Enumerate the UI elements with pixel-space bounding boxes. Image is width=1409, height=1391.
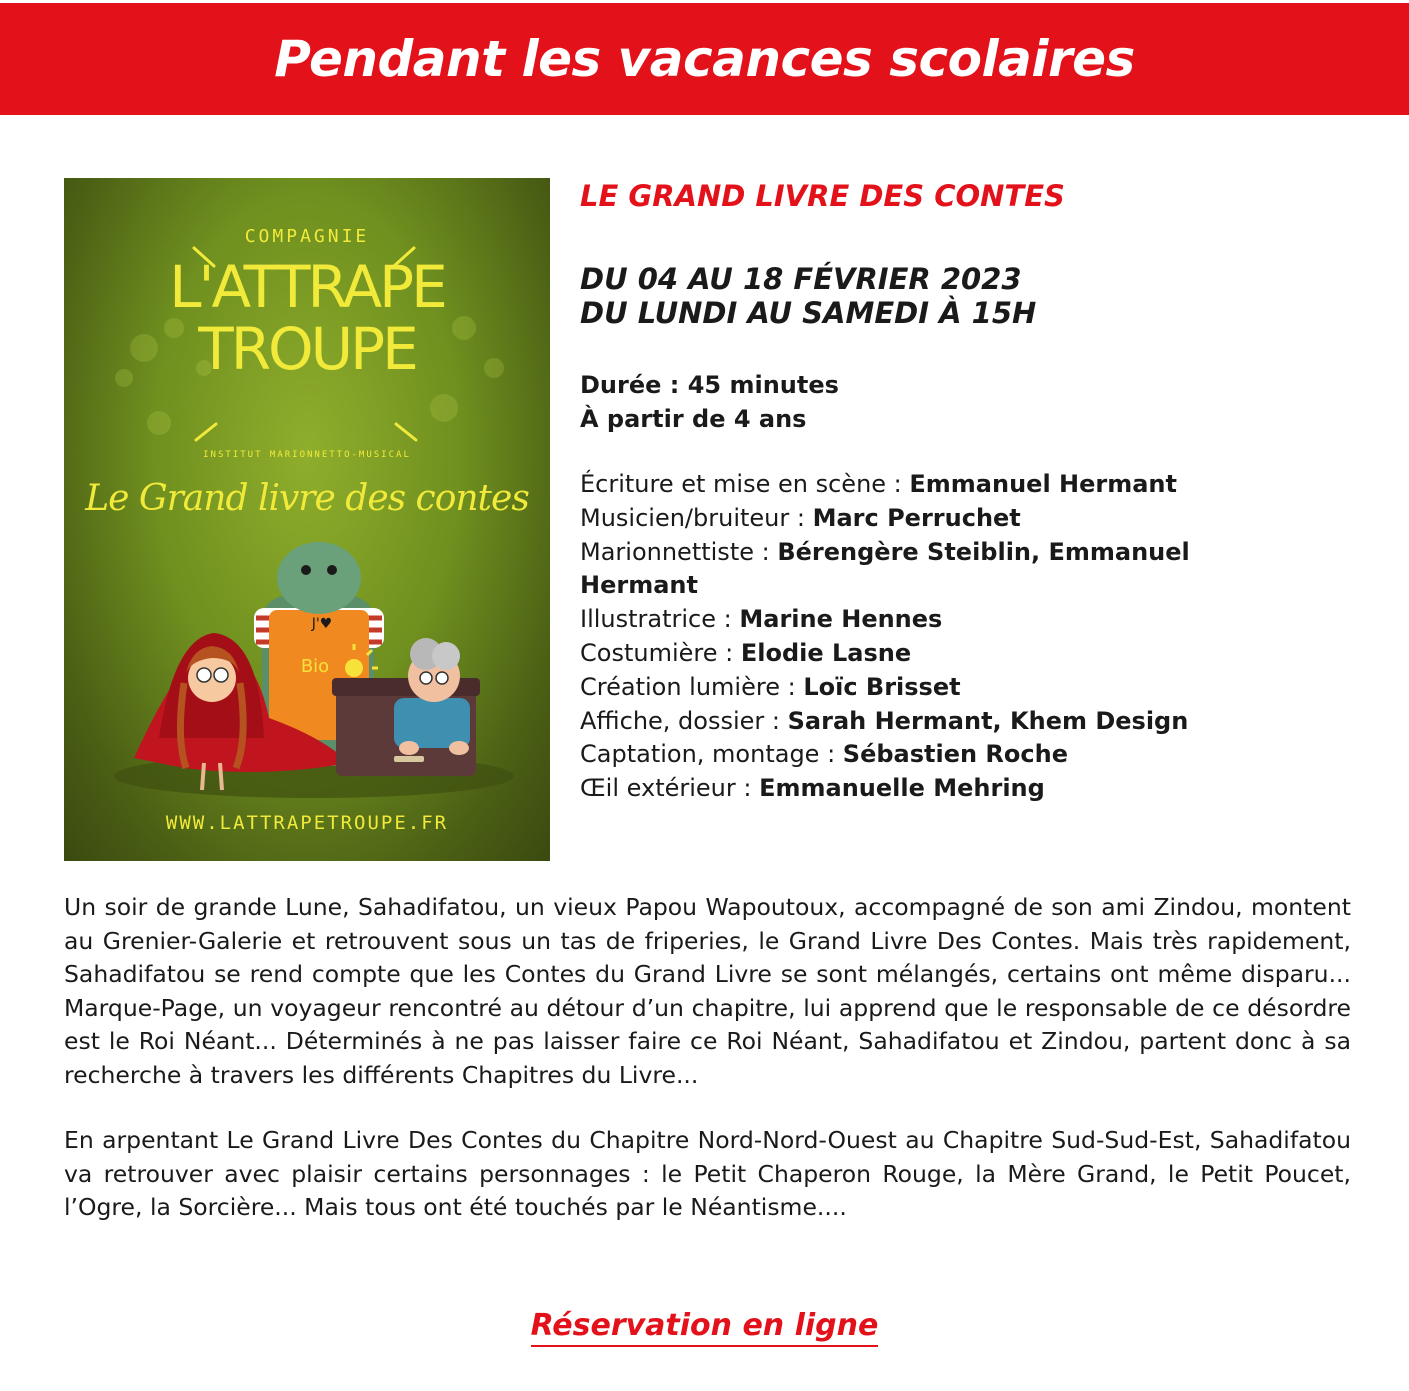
show-title: LE GRAND LIVRE DES CONTES <box>580 179 1065 213</box>
credit-row <box>580 603 1240 637</box>
credit-row <box>580 738 1240 772</box>
credit-row <box>580 772 1240 806</box>
credit-name: Bérengère Steiblin, Emmanuel Hermant <box>580 537 1190 600</box>
credit-name: Sébastien Roche <box>842 740 1068 769</box>
show-duration: Durée : 45 minutes <box>580 371 839 399</box>
show-poster <box>64 178 550 861</box>
description-paragraph-1: Un soir de grande Lune, Sahadifatou, un vieux Papou Wapoutoux, accompagné de son ami Zindou, montent au Grenier-Galerie et retrouvent sous un tas de friperies, le Grand Livre Des Contes. Mais très rapidement, Sahadifatou se rend compte que les Contes du Grand Livre se sont mélangés, certains ont même disparu... Marque-Page, un voyageur rencontré au détour d’un chapitre, lui apprend que le responsable de ce désordre est le Roi Néant... Déterminés à ne pas laisser faire ce Roi Néant, Sahadifatou et Zindou, partent donc à sa recherche à travers les différents Chapitres du Livre... <box>64 893 1351 1089</box>
credit-row <box>580 502 1240 536</box>
reservation-link[interactable]: Réservation en ligne <box>531 1308 879 1347</box>
show-info <box>580 178 1380 806</box>
poster-compagnie: COMPAGNIE <box>244 226 370 247</box>
credit-name: Emmanuel Hermant <box>909 470 1177 498</box>
credit-role: Création lumière : <box>580 672 804 701</box>
show-dates <box>580 262 1380 330</box>
poster-url: WWW.LATTRAPETROUPE.FR <box>165 812 449 834</box>
credit-name: Elodie Lasne <box>740 638 912 667</box>
show-description <box>64 891 1351 1225</box>
banner-title: Pendant les vacances scolaires <box>274 30 1135 88</box>
credit-role: Écriture et mise en scène : <box>580 470 910 498</box>
description-paragraph-2: En arpentant Le Grand Livre Des Contes du Chapitre Nord-Nord-Ouest au Chapitre Sud-Sud-Est, Sahadifatou va retrouver avec plaisir certains personnages : le Petit Chaperon Rouge, la Mère Grand, le Petit Poucet, l’Ogre, la Sorcière... Mais tous ont été touchés par le Néantisme.... <box>64 1126 1351 1221</box>
credit-row <box>580 536 1240 604</box>
credit-row <box>580 671 1240 705</box>
show-meta <box>580 368 1380 436</box>
dates-schedule: DU LUNDI AU SAMEDI À 15H <box>580 296 1037 330</box>
poster-apron-bio: Bio <box>300 656 330 677</box>
credit-row <box>580 637 1240 671</box>
credit-name: Emmanuelle Mehring <box>759 774 1045 803</box>
credit-name: Marine Hennes <box>739 605 943 634</box>
credit-role: Costumière : <box>580 638 741 667</box>
credit-name: Marc Perruchet <box>812 503 1021 532</box>
credit-name: Loïc Brisset <box>803 672 961 701</box>
reservation <box>0 1308 1409 1343</box>
credit-name: Sarah Hermant, Khem Design <box>787 706 1189 735</box>
dates-range: DU 04 AU 18 FÉVRIER 2023 <box>580 262 1022 296</box>
credit-role: Marionnettiste : <box>580 537 778 566</box>
credit-row <box>580 705 1240 739</box>
poster-institut: INSTITUT MARIONNETTO-MUSICAL <box>203 450 411 460</box>
poster-show-title: Le Grand livre des contes <box>85 478 529 519</box>
credit-row <box>580 468 1240 502</box>
credit-role: Œil extérieur : <box>580 774 760 803</box>
credit-role: Affiche, dossier : <box>580 706 788 735</box>
poster-company-name-line1: L'ATTRAPE <box>169 253 445 321</box>
credits-list <box>580 468 1240 806</box>
credit-role: Illustratrice : <box>580 605 740 634</box>
credit-role: Captation, montage : <box>580 740 843 769</box>
poster-apron-text: J'♥ <box>311 616 333 632</box>
poster-company-name-line2: TROUPE <box>198 315 416 383</box>
credit-role: Musicien/bruiteur : <box>580 503 813 532</box>
poster-company-name <box>64 253 550 383</box>
header-banner <box>0 3 1409 115</box>
show-age: À partir de 4 ans <box>580 405 807 433</box>
